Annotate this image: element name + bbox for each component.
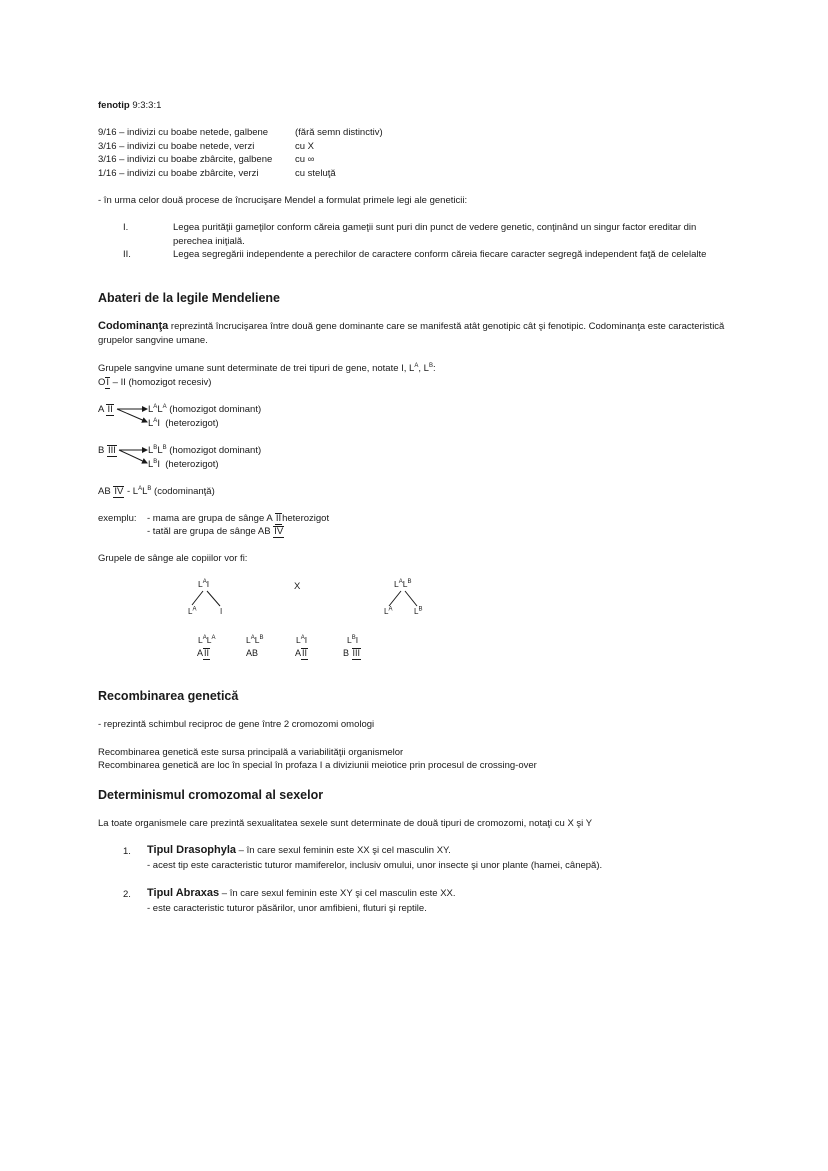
- recombination-definition: - reprezintă schimbul reciproc de gene între 2 cromozomi omologi: [98, 719, 375, 730]
- ratio-mark: cu X: [295, 141, 315, 152]
- child-phenotype: AII: [197, 647, 210, 661]
- child-phenotype: B III: [343, 647, 361, 661]
- child-genotype: $L^AI$: [296, 635, 308, 645]
- group-ab-line: AB IV - $L^AL^B$ (codominanţă): [98, 485, 215, 497]
- ratio-mark: (fără semn distinctiv): [295, 127, 383, 138]
- law-number: II.: [123, 249, 131, 260]
- law-number: I.: [123, 222, 129, 233]
- codominance-term: Codominanţa: [98, 320, 169, 332]
- codominance-text: reprezintă încrucişarea între două gene dominante care se manifestă atât genotipic cât şi fenotipic. Codominanţa este caracteristică grupelor sangvine umane.: [98, 321, 725, 346]
- group-b-label: B III: [98, 445, 116, 456]
- list-item-title: Tipul Drasophyla – în care sexul feminin este XX şi cel masculin XY.: [147, 844, 451, 856]
- list-number: 1.: [123, 846, 131, 857]
- gamete-l: $L^A$: [384, 606, 393, 616]
- child-genotype: $L^AL^B$: [246, 635, 264, 645]
- child-phenotype: AII: [295, 647, 308, 661]
- groups-intro: Grupele sangvine umane sunt determinate de trei tipuri de gene, notate I, $L^A$, $L^B$:: [98, 362, 436, 374]
- example-father: - tatăl are grupa de sânge AB IV: [147, 526, 284, 537]
- list-item-title: Tipul Abraxas – în care sexul feminin este XY şi cel masculin este XX.: [147, 887, 456, 899]
- parent-father-genotype: $L^AL^B$: [394, 579, 412, 589]
- ratio-mark: cu ∞: [295, 154, 315, 165]
- law-text: Legea segregării independente a perechilor de caractere conform căreia fiecare caracter segregă independent faţă de celelalte: [173, 249, 707, 260]
- section-heading: Recombinarea genetică: [98, 689, 239, 703]
- law-text: Legea purităţii gameţilor conform căreia gameţii sunt puri din punct de vedere genetic, conţinând un singur factor ereditar din perechea iniţială.: [173, 222, 697, 247]
- ratio-mark: cu steluţă: [295, 168, 336, 179]
- section-heading: Abateri de la legile Mendeliene: [98, 291, 281, 305]
- ratio-desc: 9/16 – indivizi cu boabe netede, galbene: [98, 127, 269, 138]
- example-mother: - mama are grupa de sânge A IIheterozigot: [147, 513, 330, 524]
- gamete-l: $L^B$: [414, 606, 423, 616]
- gamete-i: I: [220, 607, 223, 616]
- list-item-sub: - este caracteristic tuturor păsărilor, unor amfibieni, fluturi şi reptile.: [147, 903, 427, 914]
- recombination-text: Recombinarea genetică are loc în special în profaza I a diviziunii meiotice prin procesul de crossing-over: [98, 760, 537, 771]
- list-item-sub: - acest tip este caracteristic tuturor mamiferelor, inclusiv omului, unor insecte şi unor plante (hamei, cânepă).: [147, 860, 603, 871]
- recombination-text: Recombinarea genetică este sursa principală a variabilităţii organismelor: [98, 747, 404, 758]
- sex-determination-intro: La toate organismele care prezintă sexualitatea sexele sunt determinate de două tipuri de cromozomi, notaţi cu X şi Y: [98, 818, 593, 829]
- list-number: 2.: [123, 889, 131, 900]
- example-label: exemplu:: [98, 513, 137, 524]
- laws-intro: - în urma celor două procese de încrucişare Mendel a formulat primele legi ale geneticii:: [98, 195, 468, 206]
- ratio-desc: 3/16 – indivizi cu boabe netede, verzi: [98, 141, 255, 152]
- fenotip-ratio: 9:3:3:1: [132, 100, 162, 111]
- parent-mother-genotype: $L^AI$: [198, 579, 210, 589]
- genotype-homozygous: $L^AL^A$ (homozigot dominant): [148, 403, 262, 415]
- genotype-heterozygous: $L^BI$ (heterozigot): [148, 458, 219, 470]
- fenotip-label: fenotip: [98, 100, 130, 111]
- ratio-desc: 3/16 – indivizi cu boabe zbârcite, galbene: [98, 154, 273, 165]
- child-phenotype: AB: [246, 648, 259, 658]
- genotype-heterozygous: $L^AI$ (heterozigot): [148, 417, 219, 429]
- cross-symbol: X: [294, 581, 301, 592]
- genotype-homozygous: $L^BL^B$ (homozigot dominant): [148, 444, 262, 456]
- section-heading: Determinismul cromozomal al sexelor: [98, 788, 324, 802]
- children-intro: Grupele de sânge ale copiilor vor fi:: [98, 553, 248, 564]
- child-genotype: $L^AL^A$: [198, 635, 216, 645]
- ratio-desc: 1/16 – indivizi cu boabe zbârcite, verzi: [98, 168, 259, 179]
- child-genotype: $L^BI$: [347, 635, 359, 645]
- gamete-l: $L^A$: [188, 606, 197, 616]
- group-a-label: A II: [98, 404, 113, 415]
- group-o-line: OI – II (homozigot recesiv): [98, 377, 212, 388]
